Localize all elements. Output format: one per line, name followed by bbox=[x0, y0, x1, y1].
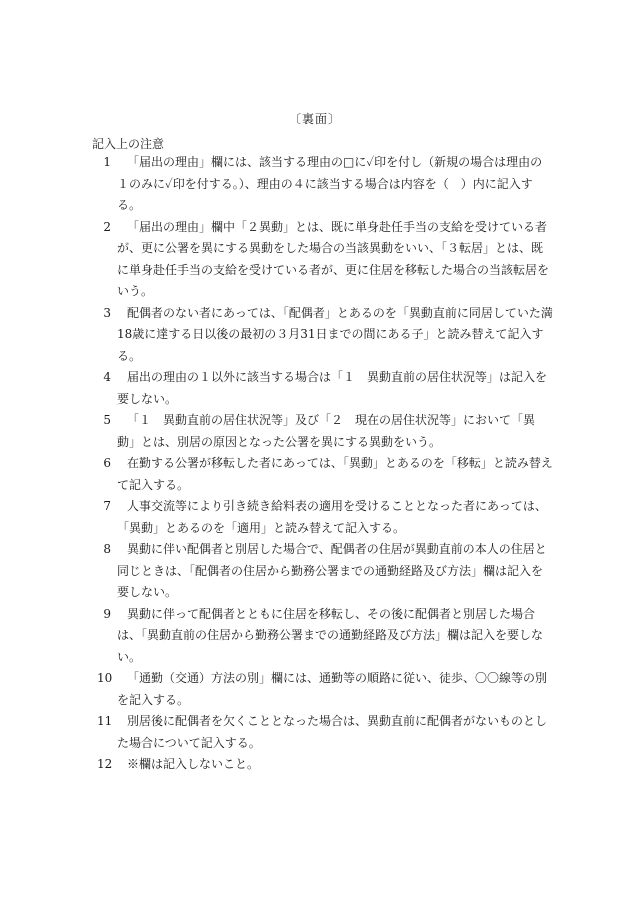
note-item bbox=[0, 711, 553, 754]
note-number: 12 bbox=[97, 757, 113, 771]
note-item bbox=[0, 303, 553, 368]
note-text: 「１ 異動直前の居住状況等」及び「２ 現在の居住状況等」において「異動」とは、別居の原因となった公署を異にする異動をいう。 bbox=[117, 413, 536, 449]
note-number: 5 bbox=[103, 413, 111, 427]
note-number: 8 bbox=[103, 542, 111, 556]
note-text: ※欄は記入しないこと。 bbox=[127, 757, 260, 771]
note-number: 4 bbox=[103, 370, 111, 384]
note-item bbox=[0, 668, 553, 711]
note-text: 配偶者のない者にあっては、「配偶者」とあるのを「異動直前に同居していた満18歳に達する日以後の最初の３月31日までの間にある子」と読み替えて記入する。 bbox=[117, 305, 553, 363]
note-number: 1 bbox=[103, 155, 111, 169]
section-heading: 記入上の注意 bbox=[92, 137, 165, 151]
note-text: 異動に伴い配偶者と別居した場合で、配偶者の住居が異動直前の本人の住居と同じときは、「配偶者の住居から勤務公署までの通勤経路及び方法」欄は記入を要しない。 bbox=[117, 542, 547, 599]
note-number: 3 bbox=[103, 305, 111, 320]
note-text: 「届出の理由」欄には、該当する理由の□に✓印を付し（新規の場合は理由の１のみに✓印を付する。）、理由の４に該当する場合は内容を（ ）内に記入する。 bbox=[117, 155, 543, 212]
note-number: 7 bbox=[103, 499, 111, 513]
note-item bbox=[0, 539, 553, 604]
note-number: 11 bbox=[97, 714, 113, 728]
note-item bbox=[0, 152, 553, 217]
note-number: 2 bbox=[103, 219, 111, 234]
note-text: 届出の理由の１以外に該当する場合は「１ 異動直前の居住状況等」は記入を要しない。 bbox=[117, 370, 548, 406]
note-text: 在勤する公署が移転した者にあっては、「異動」とあるのを「移転」と読み替えて記入する。 bbox=[117, 456, 553, 492]
note-item bbox=[0, 217, 553, 303]
note-text: 人事交流等により引き続き給料表の適用を受けることとなった者にあっては、「異動」とあるのを「適用」と読み替えて記入する。 bbox=[117, 499, 547, 535]
note-item bbox=[0, 496, 553, 539]
note-item bbox=[0, 367, 553, 410]
note-text: 別居後に配偶者を欠くこととなった場合は、異動直前に配偶者がないものとした場合について記入する。 bbox=[117, 714, 548, 750]
note-item bbox=[0, 453, 553, 496]
note-text: 「届出の理由」欄中「２異動」とは、既に単身赴任手当の支給を受けている者が、更に公署を異にする異動をした場合の当該異動をいい、「３転居」とは、既に単身赴任手当の支給を受けている者が、更に住居を移転した場合の当該転居をいう。 bbox=[117, 219, 550, 298]
note-number: 6 bbox=[103, 456, 111, 470]
note-text: 「通勤（交通）方法の別」欄には、通勤等の順路に従い、徒歩、〇〇線等の別を記入する。 bbox=[117, 671, 548, 707]
note-item bbox=[0, 604, 553, 669]
note-number: 10 bbox=[97, 671, 113, 685]
page-title: 〔裏面〕 bbox=[288, 112, 341, 126]
note-text: 異動に伴って配偶者とともに住居を移転し、その後に配偶者と別居した場合は、「異動直前の住居から勤務公署までの通勤経路及び方法」欄は記入を要しない。 bbox=[117, 606, 544, 664]
note-item bbox=[0, 754, 553, 776]
notes-list bbox=[0, 152, 630, 776]
note-number: 9 bbox=[103, 606, 111, 621]
note-item bbox=[0, 410, 553, 453]
